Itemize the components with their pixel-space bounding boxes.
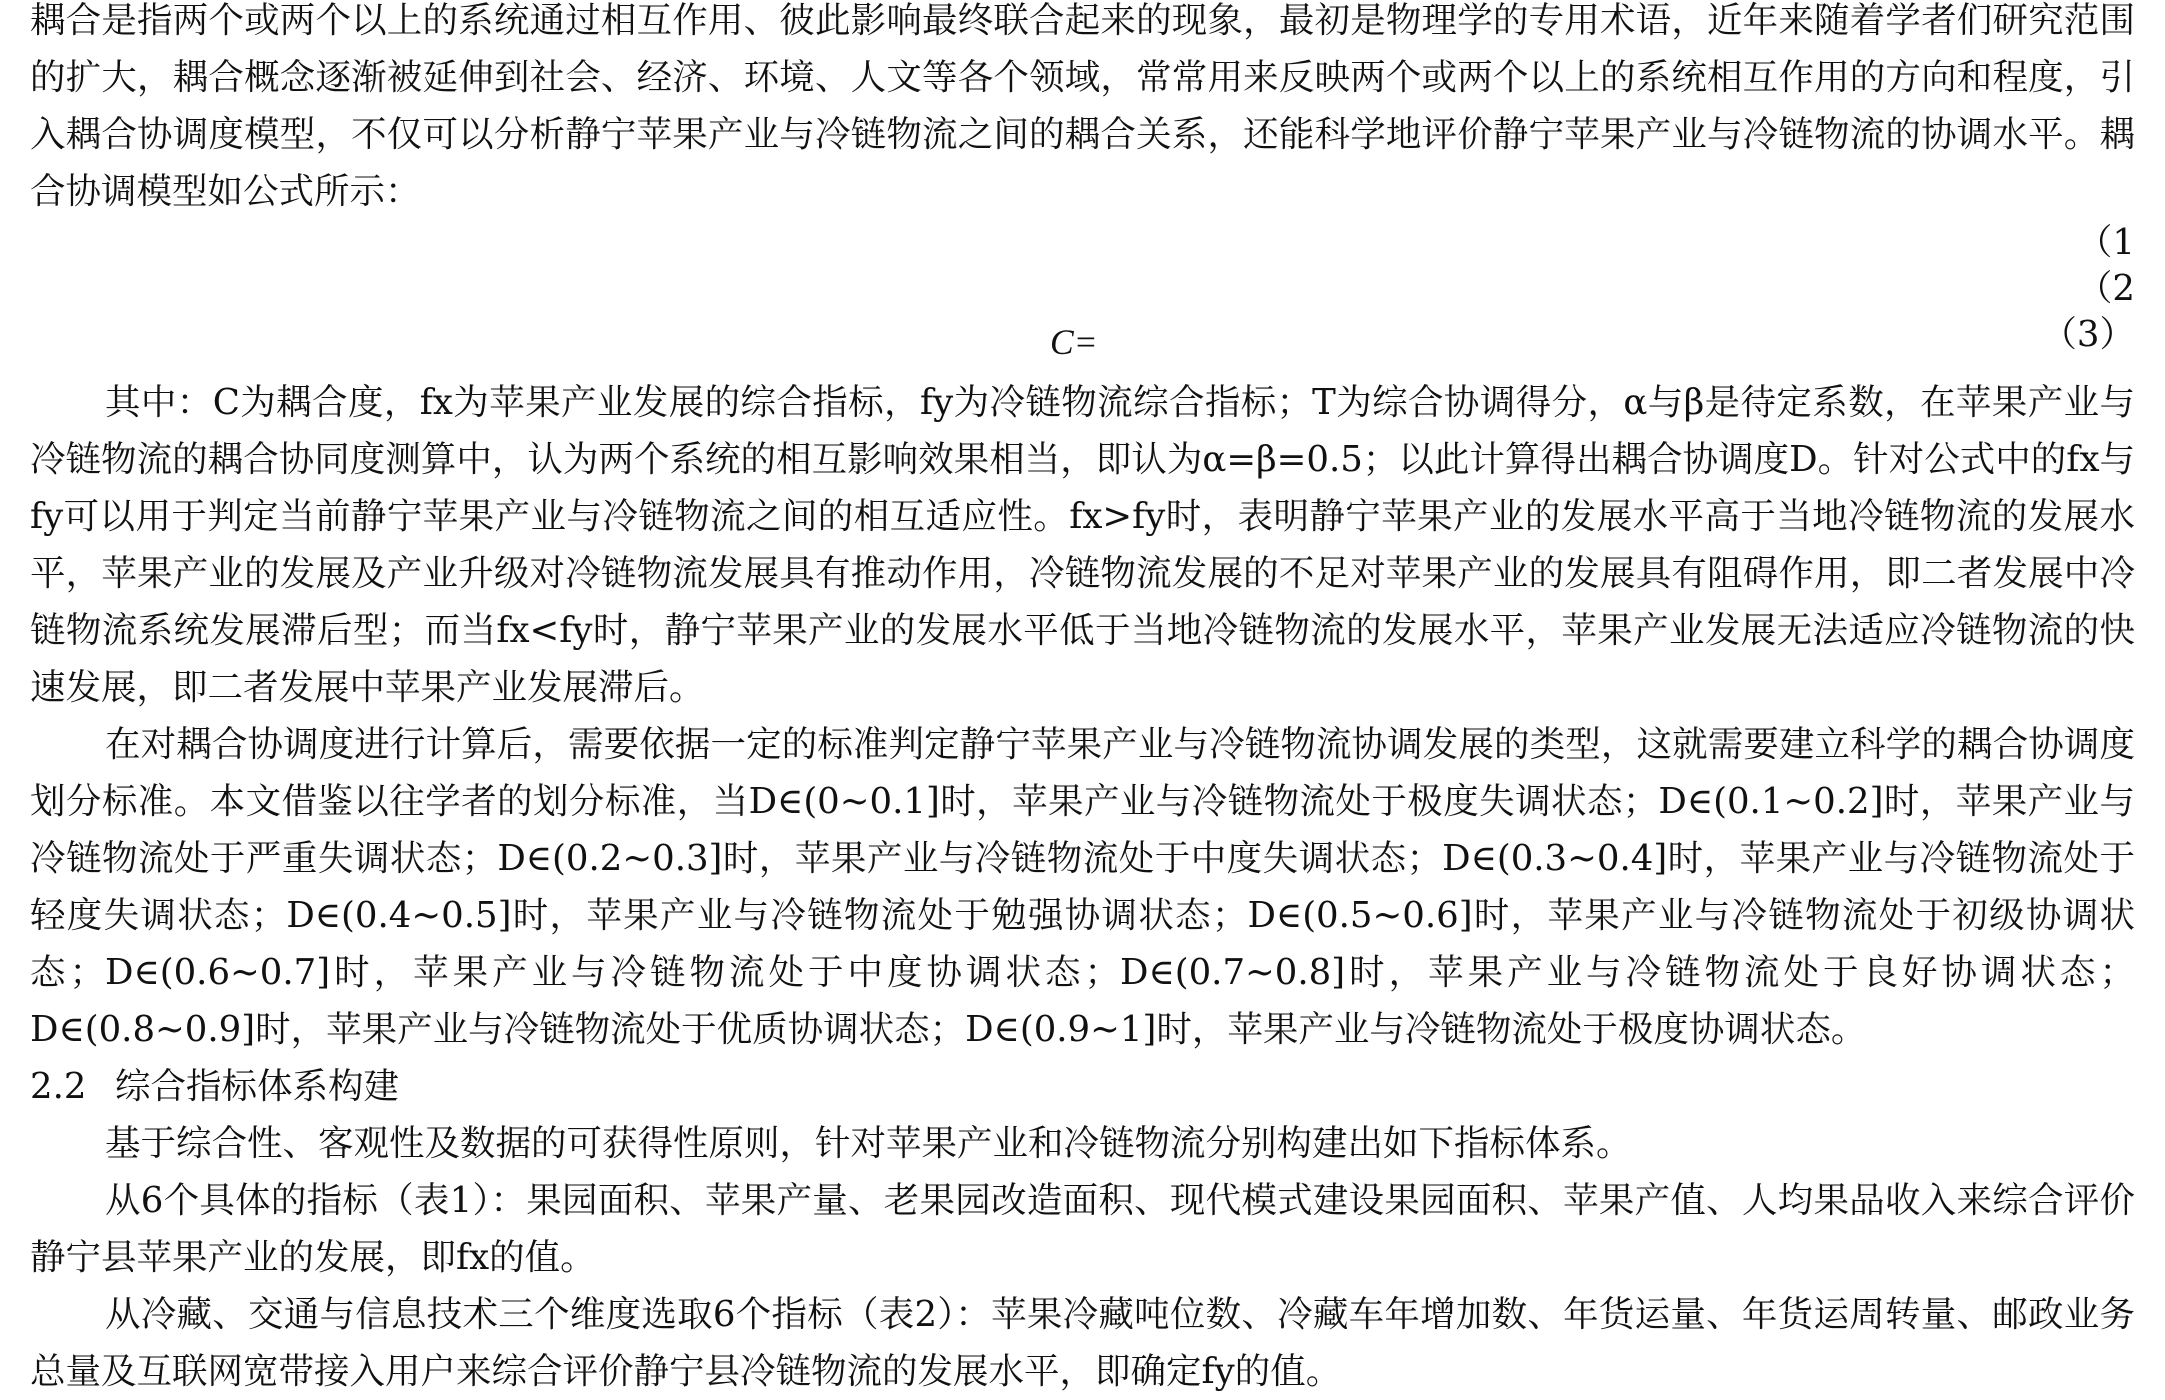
criteria-paragraph: 在对耦合协调度进行计算后，需要依据一定的标准判定静宁苹果产业与冷链物流协调发展的类型，这就需要建立科学的耦合协调度划分标准。本文借鉴以往学者的划分标准，当D∈(0~0.1]时，苹果产业与冷链物流处于极度失调状态；D∈(0.1~0.2]时，苹果产业与冷链物流处于严重失调状态；D∈(0.2~0.3]时，苹果产业与冷链物流处于中度失调状态；D∈(0.3~0.4]时，苹果产业与冷链物流处于轻度失调状态；D∈(0.4~0.5]时，苹果产业与冷链物流处于勉强协调状态；D∈(0.5~0.6]时，苹果产业与冷链物流处于初级协调状态；D∈(0.6~0.7]时，苹果产业与冷链物流处于中度协调状态；D∈(0.7~0.8]时，苹果产业与冷链物流处于良好协调状态；D∈(0.8~0.9]时，苹果产业与冷链物流处于优质协调状态；D∈(0.9~1]时，苹果产业与冷链物流处于极度协调状态。 bbox=[30, 724, 2135, 1050]
explanation-paragraph: 其中：C为耦合度，fx为苹果产业发展的综合指标，fy为冷链物流综合指标；T为综合协调得分，α与β是待定系数，在苹果产业与冷链物流的耦合协同度测算中，认为两个系统的相互影响效果相当，即认为α=β=0.5；以此计算得出耦合协调度D。针对公式中的fx与fy可以用于判定当前静宁苹果产业与冷链物流之间的相互适应性。fx>fy时，表明静宁苹果产业的发展水平高于当地冷链物流的发展水平，苹果产业的发展及产业升级对冷链物流发展具有推动作用，冷链物流发展的不足对苹果产业的发展具有阻碍作用，即二者发展中冷链物流系统发展滞后型；而当fx<fy时，静宁苹果产业的发展水平低于当地冷链物流的发展水平，苹果产业发展无法适应冷链物流的快速发展，即二者发展中苹果产业发展滞后。 bbox=[30, 382, 2135, 708]
apple-indicators-paragraph: 从6个具体的指标（表1）：果园面积、苹果产量、老果园改造面积、现代模式建设果园面积、苹果产值、人均果品收入来综合评价静宁县苹果产业的发展，即fx的值。 bbox=[30, 1180, 2135, 1278]
equation-3-number: （3） bbox=[2041, 314, 2135, 355]
equation-2 bbox=[30, 266, 2135, 312]
equation-3 bbox=[30, 312, 2135, 374]
logistics-indicators-paragraph: 从冷藏、交通与信息技术三个维度选取6个指标（表2）：苹果冷藏吨位数、冷藏车年增加数、年货运量、年货运周转量、邮政业务总量及互联网宽带接入用户来综合评价静宁县冷链物流的发展水平，即确定fy的值。 bbox=[30, 1294, 2135, 1392]
intro-paragraph: 耦合是指两个或两个以上的系统通过相互作用、彼此影响最终联合起来的现象，最初是物理学的专用术语，近年来随着学者们研究范围的扩大，耦合概念逐渐被延伸到社会、经济、环境、人文等各个领域，常常用来反映两个或两个以上的系统相互作用的方向和程度，引入耦合协调度模型，不仅可以分析静宁苹果产业与冷链物流之间的耦合关系，还能科学地评价静宁苹果产业与冷链物流的协调水平。耦合协调模型如公式所示： bbox=[30, 0, 2135, 212]
paper-page bbox=[30, 0, 2135, 1400]
equation-2-number: （2 bbox=[2076, 268, 2135, 309]
basis-paragraph: 基于综合性、客观性及数据的可获得性原则，针对苹果产业和冷链物流分别构建出如下指标体系。 bbox=[105, 1123, 1632, 1164]
section-title: 综合指标体系构建 bbox=[115, 1066, 400, 1107]
equation-3-body: C= bbox=[1050, 322, 1098, 362]
section-number: 2.2 bbox=[30, 1066, 87, 1107]
equation-1 bbox=[30, 220, 2135, 266]
section-heading bbox=[30, 1058, 2135, 1115]
equation-1-number: （1 bbox=[2076, 222, 2135, 263]
